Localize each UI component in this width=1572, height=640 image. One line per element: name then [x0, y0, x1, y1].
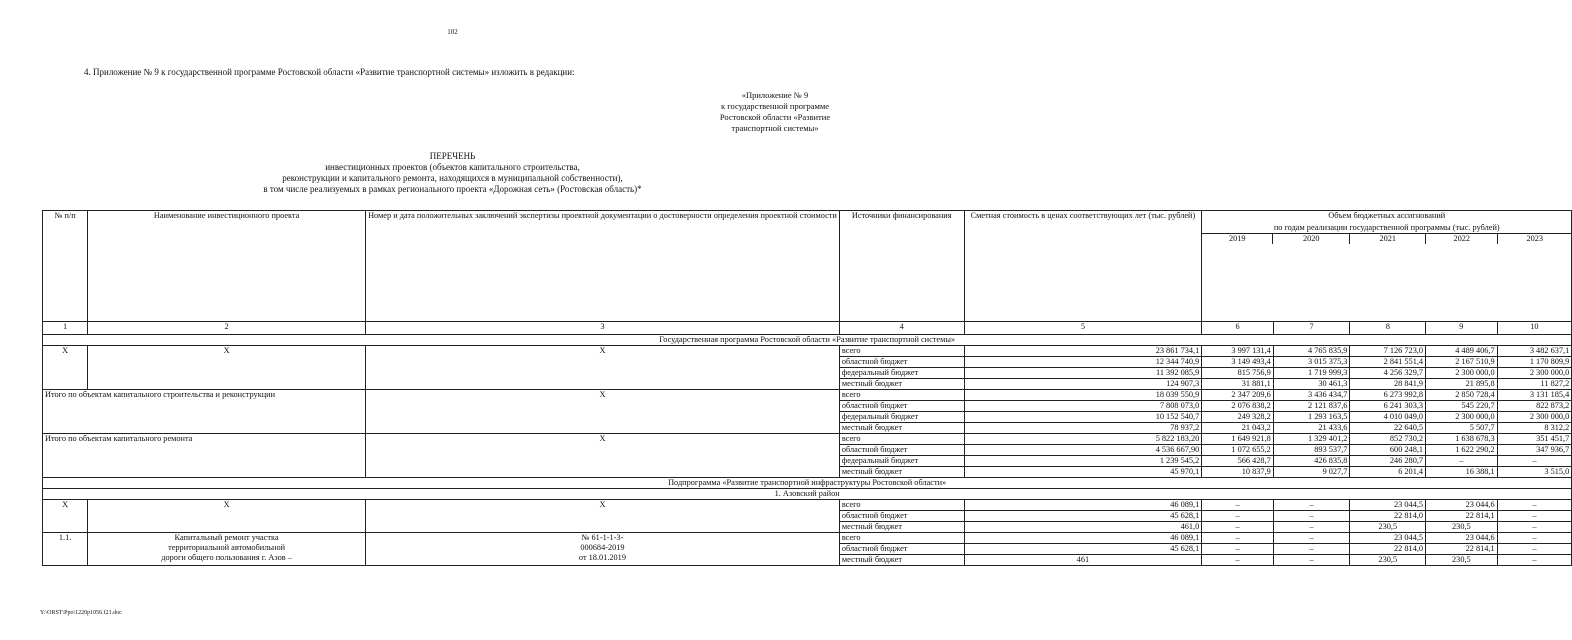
year-cell: 22 640,5 — [1350, 422, 1426, 433]
page-number: 102 — [447, 28, 458, 36]
year-cell: 1 719 999,3 — [1273, 367, 1350, 378]
year-cell: 28 841,9 — [1350, 378, 1426, 389]
year-cell: 3 015 375,3 — [1273, 356, 1350, 367]
year-cell: 22 814,0 — [1350, 543, 1426, 554]
column-index: 9 — [1426, 321, 1498, 334]
year-cell: 2 167 510,9 — [1426, 356, 1498, 367]
investment-projects-table — [42, 210, 1572, 566]
section-district: 1. Азовский район — [43, 488, 1572, 499]
header-sources: Источники финансирования — [839, 211, 964, 322]
annex-line: Ростовской области «Развитие — [719, 112, 831, 122]
item-expertise-line: № 61-1-1-3- — [581, 532, 624, 542]
header-year: 2020 — [1272, 234, 1349, 244]
year-cell: – — [1202, 532, 1274, 543]
column-index: 10 — [1497, 321, 1572, 334]
cost-cell: 45 628,1 — [964, 510, 1202, 521]
section-program: Государственная программа Ростовской области «Развитие транспортной системы» — [43, 334, 1572, 345]
heading-title: ПЕРЕЧЕНЬ — [429, 151, 476, 161]
year-cell: 21 433,6 — [1273, 422, 1350, 433]
cell-x: Х — [366, 433, 840, 477]
year-cell: 16 388,1 — [1426, 466, 1498, 477]
item-number: 1.1. — [43, 532, 88, 565]
year-cell: 3 515,0 — [1497, 466, 1572, 477]
cost-cell: 45 628,1 — [964, 543, 1202, 554]
cost-cell: 23 861 734,1 — [964, 345, 1202, 356]
cell-x: Х — [88, 499, 366, 532]
year-cell: 1 622 290,2 — [1426, 444, 1498, 455]
year-cell: 23 044,5 — [1350, 499, 1426, 510]
year-cell: 21 895,8 — [1426, 378, 1498, 389]
source-cell: местный бюджет — [839, 378, 964, 389]
year-cell: – — [1202, 499, 1274, 510]
year-cell: 3 131 185,4 — [1497, 389, 1572, 400]
item-expertise-line: от 18.01.2019 — [578, 552, 626, 562]
year-cell: 6 273 992,8 — [1350, 389, 1426, 400]
cost-cell: 461,0 — [964, 521, 1202, 532]
year-cell: 249 328,2 — [1202, 411, 1274, 422]
year-cell: 22 814,0 — [1350, 510, 1426, 521]
header-name: Наименование инвестиционного проекта — [88, 211, 366, 322]
header-volume: Объем бюджетных ассигнований — [1202, 211, 1572, 223]
year-cell: – — [1497, 521, 1572, 532]
year-cell: 2 300 000,0 — [1426, 367, 1498, 378]
year-cell: 2 347 209,6 — [1202, 389, 1274, 400]
source-cell: всего — [839, 433, 964, 444]
source-cell: местный бюджет — [839, 466, 964, 477]
column-index: 5 — [964, 321, 1202, 334]
cost-cell: 46 089,1 — [964, 499, 1202, 510]
header-year: 2023 — [1497, 234, 1571, 244]
cell-x: Х — [88, 345, 366, 389]
year-cell: 2 300 000,0 — [1497, 411, 1572, 422]
source-cell: областной бюджет — [839, 444, 964, 455]
source-cell: местный бюджет — [839, 554, 964, 565]
year-cell: 11 827,2 — [1497, 378, 1572, 389]
column-index: 1 — [43, 321, 88, 334]
cost-cell: 11 392 085,9 — [964, 367, 1202, 378]
item-expertise — [366, 532, 840, 565]
column-index: 2 — [88, 321, 366, 334]
source-cell: федеральный бюджет — [839, 455, 964, 466]
year-cell: – — [1273, 499, 1350, 510]
year-cell: – — [1497, 543, 1572, 554]
source-cell: областной бюджет — [839, 510, 964, 521]
year-cell: 8 312,2 — [1497, 422, 1572, 433]
year-cell: 5 507,7 — [1426, 422, 1498, 433]
item-name — [88, 532, 366, 565]
column-index: 8 — [1350, 321, 1426, 334]
cell-x: Х — [43, 345, 88, 389]
cost-cell: 78 937,2 — [964, 422, 1202, 433]
year-cell: – — [1497, 510, 1572, 521]
source-cell: областной бюджет — [839, 543, 964, 554]
annex-line: к государственной программе — [720, 101, 830, 111]
header-volume-subtitle: по годам реализации государственной программы (тыс. рублей) — [1273, 222, 1500, 232]
year-cell: 1 638 678,3 — [1426, 433, 1498, 444]
cell-x: Х — [366, 389, 840, 433]
year-cell: – — [1273, 554, 1350, 565]
year-cell: 3 149 493,4 — [1202, 356, 1274, 367]
heading-line: реконструкции и капитального ремонта, находящихся в муниципальной собственности), — [282, 173, 623, 183]
year-cell: 10 837,9 — [1202, 466, 1274, 477]
group-name: Итого по объектам капитального ремонта — [43, 433, 366, 477]
year-cell: – — [1497, 554, 1572, 565]
header-years-row — [1202, 233, 1571, 244]
year-cell: 4 489 406,7 — [1426, 345, 1498, 356]
heading-line: в том числе реализуемых в рамках регионального проекта «Дорожная сеть» (Ростовская область)* — [263, 184, 642, 194]
cost-cell: 5 822 183,20 — [964, 433, 1202, 444]
document-heading — [0, 151, 905, 195]
header-cost: Сметная стоимость в ценах соответствующих лет (тыс. рублей) — [964, 211, 1202, 322]
year-cell: 23 044,6 — [1426, 532, 1498, 543]
year-cell: 893 537,7 — [1273, 444, 1350, 455]
year-cell: 3 436 434,7 — [1273, 389, 1350, 400]
annex-line: транспортной системы» — [731, 123, 819, 133]
year-cell: – — [1202, 554, 1274, 565]
group-name: Итого по объектам капитального строительства и реконструкции — [43, 389, 366, 433]
year-cell: 822 873,2 — [1497, 400, 1572, 411]
source-cell: федеральный бюджет — [839, 411, 964, 422]
year-cell: – — [1497, 455, 1572, 466]
year-cell: – — [1273, 543, 1350, 554]
year-cell: 2 300 000,0 — [1426, 411, 1498, 422]
year-cell: 230,5 — [1350, 554, 1426, 565]
column-index: 4 — [839, 321, 964, 334]
year-cell: 545 220,7 — [1426, 400, 1498, 411]
source-cell: федеральный бюджет — [839, 367, 964, 378]
year-cell: 6 241 303,3 — [1350, 400, 1426, 411]
year-cell: 2 300 000,0 — [1497, 367, 1572, 378]
year-cell: – — [1202, 543, 1274, 554]
annex-line: «Приложение № 9 — [741, 90, 809, 100]
year-cell: 23 044,6 — [1426, 499, 1498, 510]
year-cell: – — [1202, 521, 1274, 532]
cost-cell: 124 907,3 — [964, 378, 1202, 389]
column-index: 6 — [1202, 321, 1274, 334]
year-cell: 4 765 835,9 — [1273, 345, 1350, 356]
item-name-line: дороги общего пользования г. Азов – — [161, 552, 292, 562]
year-cell: 31 881,1 — [1202, 378, 1274, 389]
intro-text: 4. Приложение № 9 к государственной программе Ростовской области «Развитие транспортной системы» изложить в редакции: — [84, 67, 575, 77]
header-year: 2019 — [1228, 233, 1246, 243]
year-cell: – — [1202, 510, 1274, 521]
heading-line: инвестиционных проектов (объектов капитального строительства, — [325, 162, 580, 172]
source-cell: местный бюджет — [839, 422, 964, 433]
year-cell: 230,5 — [1426, 521, 1498, 532]
year-cell: – — [1497, 532, 1572, 543]
header-year: 2022 — [1425, 234, 1497, 244]
year-cell: 600 248,1 — [1350, 444, 1426, 455]
source-cell: всего — [839, 532, 964, 543]
cost-cell: 1 239 545,2 — [964, 455, 1202, 466]
year-cell: 22 814,1 — [1426, 543, 1498, 554]
file-path-footer: Y:\ORST\Ppo\1220p1056.f21.doc — [40, 610, 122, 616]
source-cell: всего — [839, 345, 964, 356]
cost-cell: 7 808 073,0 — [964, 400, 1202, 411]
year-cell: 566 428,7 — [1202, 455, 1274, 466]
year-cell: – — [1273, 532, 1350, 543]
year-cell: 7 126 723,0 — [1350, 345, 1426, 356]
year-cell: 3 997 131,4 — [1202, 345, 1274, 356]
year-cell: 3 482 637,1 — [1497, 345, 1572, 356]
source-cell: местный бюджет — [839, 521, 964, 532]
source-cell: всего — [839, 499, 964, 510]
source-cell: областной бюджет — [839, 356, 964, 367]
year-cell: 347 936,7 — [1497, 444, 1572, 455]
year-cell: 2 121 837,6 — [1273, 400, 1350, 411]
year-cell: 4 256 329,7 — [1350, 367, 1426, 378]
year-cell: 2 841 551,4 — [1350, 356, 1426, 367]
cell-x: Х — [366, 345, 840, 389]
year-cell: 230,5 — [1426, 554, 1498, 565]
source-cell: областной бюджет — [839, 400, 964, 411]
header-expertise: Номер и дата положительных заключений экспертизы проектной документации о достоверности определения проектной стоимости — [366, 211, 840, 322]
year-cell: 815 756,9 — [1202, 367, 1274, 378]
column-index: 7 — [1273, 321, 1350, 334]
cost-cell: 18 039 550,9 — [964, 389, 1202, 400]
cost-cell: 46 089,1 — [964, 532, 1202, 543]
header-volume-years — [1202, 223, 1572, 322]
header-year: 2021 — [1349, 234, 1425, 244]
year-cell: 246 280,7 — [1350, 455, 1426, 466]
section-subprogram: Подпрограмма «Развитие транспортной инфраструктуры Ростовской области» — [43, 477, 1572, 488]
year-cell: 6 201,4 — [1350, 466, 1426, 477]
item-name-line: территориальной автомобильной — [168, 542, 286, 552]
cell-x: Х — [366, 499, 840, 532]
year-cell: 30 461,3 — [1273, 378, 1350, 389]
cost-cell: 45 970,1 — [964, 466, 1202, 477]
year-cell: 1 072 655,2 — [1202, 444, 1274, 455]
year-cell: 2 076 838,2 — [1202, 400, 1274, 411]
year-cell: – — [1426, 455, 1498, 466]
year-cell: – — [1273, 521, 1350, 532]
year-cell: 1 170 809,9 — [1497, 356, 1572, 367]
year-cell: 4 010 049,0 — [1350, 411, 1426, 422]
cost-cell: 461 — [964, 554, 1202, 565]
item-name-line: Капитальный ремонт участка — [174, 532, 279, 542]
year-cell: 230,5 — [1350, 521, 1426, 532]
year-cell: 9 027,7 — [1273, 466, 1350, 477]
annex-label — [690, 90, 860, 134]
cell-x: Х — [43, 499, 88, 532]
year-cell: 22 814,1 — [1426, 510, 1498, 521]
year-cell: 1 649 921,8 — [1202, 433, 1274, 444]
source-cell: всего — [839, 389, 964, 400]
year-cell: 1 293 163,5 — [1273, 411, 1350, 422]
year-cell: 1 329 401,2 — [1273, 433, 1350, 444]
year-cell: 21 043,2 — [1202, 422, 1274, 433]
column-index: 3 — [366, 321, 840, 334]
year-cell: 852 730,2 — [1350, 433, 1426, 444]
cost-cell: 12 344 740,9 — [964, 356, 1202, 367]
year-cell: – — [1273, 510, 1350, 521]
cost-cell: 10 152 540,7 — [964, 411, 1202, 422]
year-cell: – — [1497, 499, 1572, 510]
item-expertise-line: 000684-2019 — [580, 542, 625, 552]
year-cell: 23 044,5 — [1350, 532, 1426, 543]
header-num: № п/п — [43, 211, 88, 322]
year-cell: 426 835,8 — [1273, 455, 1350, 466]
year-cell: 351 451,7 — [1497, 433, 1572, 444]
year-cell: 2 850 728,4 — [1426, 389, 1498, 400]
cost-cell: 4 536 667,90 — [964, 444, 1202, 455]
